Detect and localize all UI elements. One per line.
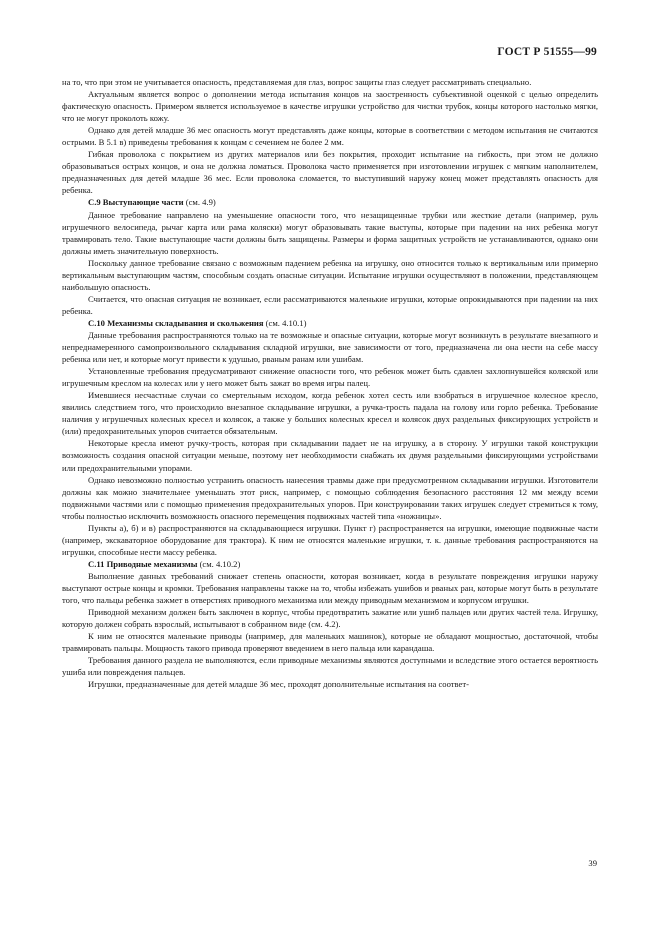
page-number: 39 (588, 858, 597, 868)
section-title: С.9 Выступающие части (88, 197, 184, 208)
section-reference: (см. 4.10.2) (197, 558, 241, 569)
paragraph: К ним не относятся маленькие приводы (например, для маленьких машинок), которые не обладают мощностью, достаточной, чтобы травмировать пальцы. Мощность такого привода проверяют введением в него пальца или карандаша. (62, 631, 598, 654)
paragraph: Поскольку данное требование связано с возможным падением ребенка на игрушку, оно относится только к вертикальным или примерно вертикальным выступающим частям, способным создать опасные ситуации. Испытание игрушки осуществляют в положении, представляющем наибольшую опасность. (62, 257, 598, 292)
section-heading (62, 558, 598, 570)
body-text (62, 76, 598, 690)
paragraph: Данные требования распространяются только на те возможные и опасные ситуации, которые могут возникнуть в результате внезапного и непреднамеренного самопроизвольного складывания складной игрушки, вне зависимости от того, предназначена ли она нести на себе массу ребенка или нет, и которые могут привести к удушью, рваным ранам или ушибам. (62, 329, 598, 365)
paragraph: на то, что при этом не учитывается опасность, представляемая для глаз, вопрос защиты глаз следует рассматривать специально. (62, 77, 532, 87)
section-heading (62, 317, 598, 329)
section-title: С.11 Приводные механизмы (88, 558, 198, 569)
paragraph: Однако невозможно полностью устранить опасность нанесения травмы даже при предусмотренном складывании игрушки. Изготовители должны как можно значительнее уменьшать этот риск, например, с помощью соблюдения безопасного расстояния 12 мм между всеми подвижными частями или с помощью применения предохранительных упоров. При конструировании таких игрушек следует стремиться к тому, чтобы полностью исключить возможность опасного перемещения подвижных частей типа «ножницы». (62, 474, 598, 521)
paragraph: Данное требование направлено на уменьшение опасности того, что незащищенные трубки или жесткие детали (например, руль игрушечного велосипеда, рычаг карта или рама коляски) могут образовывать такие выступы, которые при падении на них ребенка могут травмировать тело. Такие выступающие части должны быть защищены. Размеры и форма защитных устройств не устанавливаются, однако они должны иметь значительную поверхность. (62, 209, 598, 256)
paragraph: Некоторые кресла имеют ручку-трость, которая при складывании падает не на игрушку, а в сторону. У игрушки такой конструкции возможность создания опасной ситуации меньше, поэтому нет необходимости снабжать их двумя раздельными фиксирующими устройствами или предохранительными упорами. (62, 438, 598, 473)
section-reference: (см. 4.10.1) (263, 317, 307, 328)
paragraph: Имевшиеся несчастные случаи со смертельным исходом, когда ребенок хотел сесть или взобраться в игрушечное колесное кресло, явились следствием того, что происходило внезапное складывание игрушки, а ручка-трость падала на голову или горло ребенка. Требование наличия у игрушечных колесных кресел и колясок, а также у больших колесных кресел и колясок двух раздельных фиксирующих устройств и (или) предохранительных упоров считается обязательным. (62, 390, 598, 437)
paragraph: Установленные требования предусматривают снижение опасности того, что ребенок может быть сдавлен захлопнувшейся коляской или игрушечным креслом на колесах или у него может быть зажат во время игры палец. (62, 366, 598, 389)
paragraph: Выполнение данных требований снижает степень опасности, которая возникает, когда в результате повреждения игрушки наружу выступают острые концы и кромки. Требования направлены также на то, чтобы избежать ушибов и рваных ран, которые могут быть в результате того, что пальцы ребенка зажмет в отверстиях приводного механизма или между приводным механизмом и корпусом игрушки. (62, 570, 598, 606)
paragraph: Пункты а), б) и в) распространяются на складывающиеся игрушки. Пункт г) распространяется на игрушки, имеющие подвижные части (например, экскаваторное оборудование для трактора). К ним не относятся маленькие игрушки, т. к. данные требования распространяются на игрушки, способные нести массу ребенка. (62, 522, 598, 557)
paragraph: Гибкая проволока с покрытием из других материалов или без покрытия, проходит испытание на гибкость, при этом не должно образовываться острых концов, и она не должна ломаться. Проволока часто применяется при изготовлении игрушек с мягким наполнителем, предназначенных для детей младше 36 мес. Если проволока сломается, то выступивший наружу конец может представлять опасность для ребенка. (62, 149, 598, 196)
paragraph: Актуальным является вопрос о дополнении метода испытания концов на заостренность субъективной оценкой с целью определить фактическую опасность. Примером является используемое в качестве игрушки устройство для чистки трубок, концы которого настолько мягки, что не могут проколоть кожу. (62, 89, 598, 124)
paragraph: Приводной механизм должен быть заключен в корпус, чтобы предотвратить зажатие или ушиб пальцев или других частей тела. Игрушку, которую должен собрать взрослый, испытывают в собранном виде (см. 4.2). (62, 607, 598, 630)
section-heading (62, 196, 598, 208)
section-title: С.10 Механизмы складывания и скольжения (88, 317, 264, 328)
standard-header: ГОСТ Р 51555—99 (497, 46, 597, 58)
paragraph: Однако для детей младше 36 мес опасность могут представлять даже концы, которые в соответствии с методом испытания не считаются острыми. В 5.1 в) приведены требования к концам с сечением не более 2 мм. (62, 125, 598, 148)
paragraph: Считается, что опасная ситуация не возникает, если рассматриваются маленькие игрушки, которые опрокидываются при падении на них ребенка. (62, 293, 598, 316)
section-reference: (см. 4.9) (183, 197, 216, 208)
paragraph: Требования данного раздела не выполняются, если приводные механизмы являются доступными и вследствие этого остается вероятность ушиба или повреждения пальцев. (62, 655, 598, 678)
paragraph: Игрушки, предназначенные для детей младше 36 мес, проходят дополнительные испытания на соответ- (88, 679, 469, 690)
